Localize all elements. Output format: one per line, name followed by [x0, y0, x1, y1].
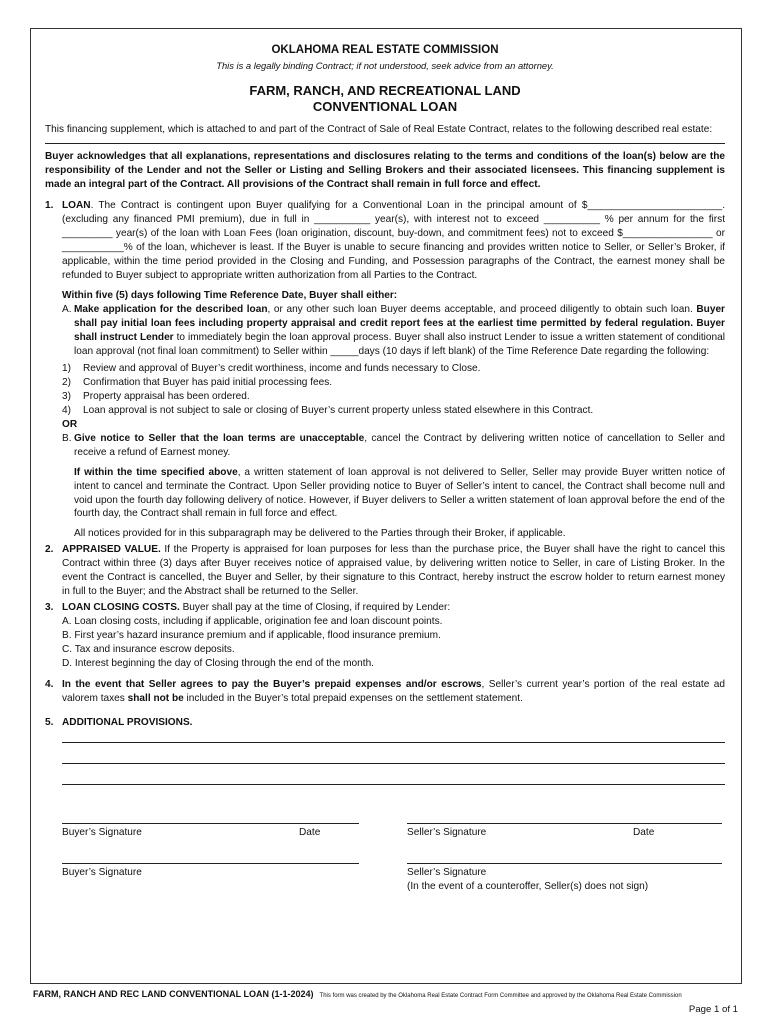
section-closing-costs	[45, 601, 725, 671]
buyer-signature-line-1[interactable]	[62, 809, 359, 824]
option-a	[62, 303, 725, 359]
provisions-line-1[interactable]	[62, 730, 725, 743]
item-number: 1)	[62, 363, 71, 375]
item-number: 4)	[62, 405, 71, 417]
loan-terms-text: . The Contract is contingent upon Buyer qualifying for a Conventional Loan in the principal amount of $________________________. (excluding any financed PMI premium), due in full in __________ year(s), with interest not to exceed __________ % per annum for the first _________ year(s) of the loan with Loan Fees (loan origination, discount, buy-down, and commitment fees) not to exceed $________________ or ___________% of the loan, whichever is least. If the Buyer is unable to secure financing and provides written notice to Seller, or Seller’s Broker, if applicable, within the time period provided in the Closing and Funding, and Possession paragraphs of the Contract, the earnest money shall be refunded to Buyer subject to appropriate written authorization from all Parties to the Contract.	[62, 200, 725, 281]
intro-text: This financing supplement, which is attached to and part of the Contract of Sale of Real Estate Contract, relates to the following described real estate:	[45, 123, 713, 135]
section-number: 3.	[45, 601, 54, 613]
provisions-line-2[interactable]	[62, 743, 725, 764]
section-appraised-value	[45, 543, 725, 599]
buyer-signature-line-2[interactable]	[62, 849, 359, 864]
list-item	[62, 390, 725, 404]
list-item: A. Loan closing costs, including if applicable, origination fee and loan discount points.	[62, 615, 443, 627]
buyer-acknowledgement: Buyer acknowledges that all explanations, representations and disclosures relating to the terms and conditions of the loan(s) below are the responsibility of the Lender and not the Seller or Listing and Selling Brokers and their associated licensees. This financing supplement is made an integral part of the Contract. All provisions of the Contract shall remain in full force and effect.	[45, 150, 725, 190]
option-b	[62, 432, 725, 460]
section-heading: ADDITIONAL PROVISIONS.	[62, 717, 193, 729]
real-estate-description-line[interactable]	[45, 137, 725, 144]
item-text: Review and approval of Buyer’s credit worthiness, income and funds necessary to Close.	[83, 363, 481, 375]
option-label: A.	[62, 303, 72, 315]
prepaid-paragraph	[62, 678, 725, 706]
seller-signature-label: Seller’s Signature	[407, 867, 487, 879]
section-heading: APPRAISED VALUE.	[62, 544, 161, 556]
commission-heading: OKLAHOMA REAL ESTATE COMMISSION	[271, 44, 499, 56]
footer	[33, 989, 682, 999]
seller-signature-line-1[interactable]	[407, 809, 722, 824]
section-number: 4.	[45, 679, 54, 691]
option-b-text	[72, 432, 725, 460]
closing-costs-text: Buyer shall pay at the time of Closing, if required by Lender:	[179, 601, 451, 613]
list-item: C. Tax and insurance escrow deposits.	[62, 643, 235, 655]
option-a-text	[72, 303, 725, 359]
if-within-text: , a written statement of loan approval is not delivered to Seller, Seller may provide Buyer written notice of intent to cancel and terminate the Contract. Upon Seller providing notice to Buyer of Seller’s intent to cancel, the Contract shall become null and void upon the fourth day following delivery of notice. However, if Buyer delivers to Seller a written statement of loan approval before the end of the fourth day, the Contract shall remain in full force and effect.	[74, 466, 725, 520]
buyer-signature-label: Buyer’s Signature	[62, 867, 142, 879]
prepaid-text2: included in the Buyer’s total prepaid expenses on the settlement statement.	[183, 693, 523, 705]
option-a-bold2: Buyer shall pay initial loan fees including property appraisal and credit report fees at the earliest time permitted by federal regulation. Buyer shall instruct Lender	[74, 303, 725, 343]
counteroffer-note: (In the event of a counteroffer, Seller(s) does not sign)	[407, 881, 649, 893]
section-heading: LOAN CLOSING COSTS.	[62, 601, 180, 613]
approval-items	[62, 362, 725, 418]
seller-signature-line-2[interactable]	[407, 849, 722, 864]
option-b-rest: , cancel the Contract by delivering written notice of cancellation to Seller and receive a refund of Earnest money.	[74, 432, 725, 458]
list-item: D. Interest beginning the day of Closing through the end of the month.	[62, 657, 374, 669]
section-loan	[45, 199, 725, 541]
or-separator: OR	[62, 419, 78, 431]
section-additional-provisions	[45, 716, 725, 785]
list-item	[62, 376, 725, 390]
item-text: Confirmation that Buyer has paid initial processing fees.	[83, 377, 333, 389]
section-number: 1.	[45, 200, 54, 212]
page-number: Page 1 of 1	[688, 1004, 738, 1015]
loan-paragraph	[62, 199, 725, 282]
option-a-text1: , or any other such loan Buyer deems acceptable, and proceed diligently to obtain such loan.	[267, 303, 697, 315]
form-title-line2: CONVENTIONAL LOAN	[312, 98, 458, 114]
option-a-bold: Make application for the described loan	[74, 303, 268, 315]
provisions-line-3[interactable]	[62, 764, 725, 785]
appraised-text: If the Property is appraised for loan purposes for less than the purchase price, the Buyer shall have the right to cancel this Contract within three (3) days after Buyer receives notice of appraised value, by delivering written notice to Seller, in care of Listing Broker. In the event the Contract is cancelled, the Buyer and Seller, by their signature to this Contract, hereby instruct the escrow holder to return earnest money in full to the Buyer; and the Abstract shall be returned to the Seller.	[62, 544, 725, 597]
prepaid-text1: , Seller’s current year’s portion of the real estate ad valorem taxes	[62, 679, 725, 705]
seller-signature-label: Seller’s Signature	[407, 827, 487, 839]
list-item	[62, 362, 725, 376]
within-five-days: Within five (5) days following Time Reference Date, Buyer shall either:	[62, 289, 398, 301]
form-name: FARM, RANCH AND REC LAND CONVENTIONAL LOAN (1-1-2024)	[33, 989, 314, 999]
seller-date-label: Date	[633, 827, 655, 839]
option-a-text2: to immediately begin the loan approval process. Buyer shall also instruct Lender to issue a written statement of conditional loan approval (not final loan commitment) to Seller within _____days (10 days if left blank) of the Time Reference Date regarding the following:	[74, 331, 725, 357]
if-within-paragraph	[62, 466, 725, 522]
buyer-signature-label: Buyer’s Signature	[62, 827, 142, 839]
option-label: B.	[62, 432, 72, 444]
section-number: 2.	[45, 544, 54, 556]
if-within-bold: If within the time specified above	[74, 466, 238, 478]
form-title-line1: FARM, RANCH, AND RECREATIONAL LAND	[249, 82, 521, 98]
prepaid-bold: In the event that Seller agrees to pay the Buyer’s prepaid expenses and/or escrows	[62, 679, 482, 691]
option-b-bold: Give notice to Seller that the loan terms are unacceptable	[74, 432, 365, 444]
form-credit: This form was created by the Oklahoma Real Estate Contract Form Committee and approved by the Oklahoma Real Estate Commission	[319, 993, 682, 999]
appraised-paragraph	[62, 543, 725, 599]
buyer-date-label: Date	[299, 827, 321, 839]
item-number: 3)	[62, 391, 71, 403]
list-item: B. First year’s hazard insurance premium and if applicable, flood insurance premium.	[62, 629, 441, 641]
list-item	[62, 404, 725, 418]
document-body	[45, 44, 725, 893]
item-text: Property appraisal has been ordered.	[83, 391, 250, 403]
form-title	[45, 83, 725, 115]
item-text: Loan approval is not subject to sale or closing of Buyer’s current property unless stated elsewhere in this Contract.	[83, 405, 594, 417]
signature-row-2	[45, 849, 725, 893]
section-number: 5.	[45, 717, 54, 729]
notices-text: All notices provided for in this subparagraph may be delivered to the Parties through their Broker, if applicable.	[74, 528, 566, 540]
signature-row-1	[45, 809, 725, 849]
closing-costs-paragraph	[62, 601, 725, 615]
section-heading: LOAN	[62, 200, 91, 212]
section-prepaid-expenses	[45, 678, 725, 706]
item-number: 2)	[62, 377, 71, 389]
legal-notice: This is a legally binding Contract; if not understood, seek advice from an attorney.	[216, 59, 554, 71]
shall-not-be: shall not be	[127, 693, 184, 705]
